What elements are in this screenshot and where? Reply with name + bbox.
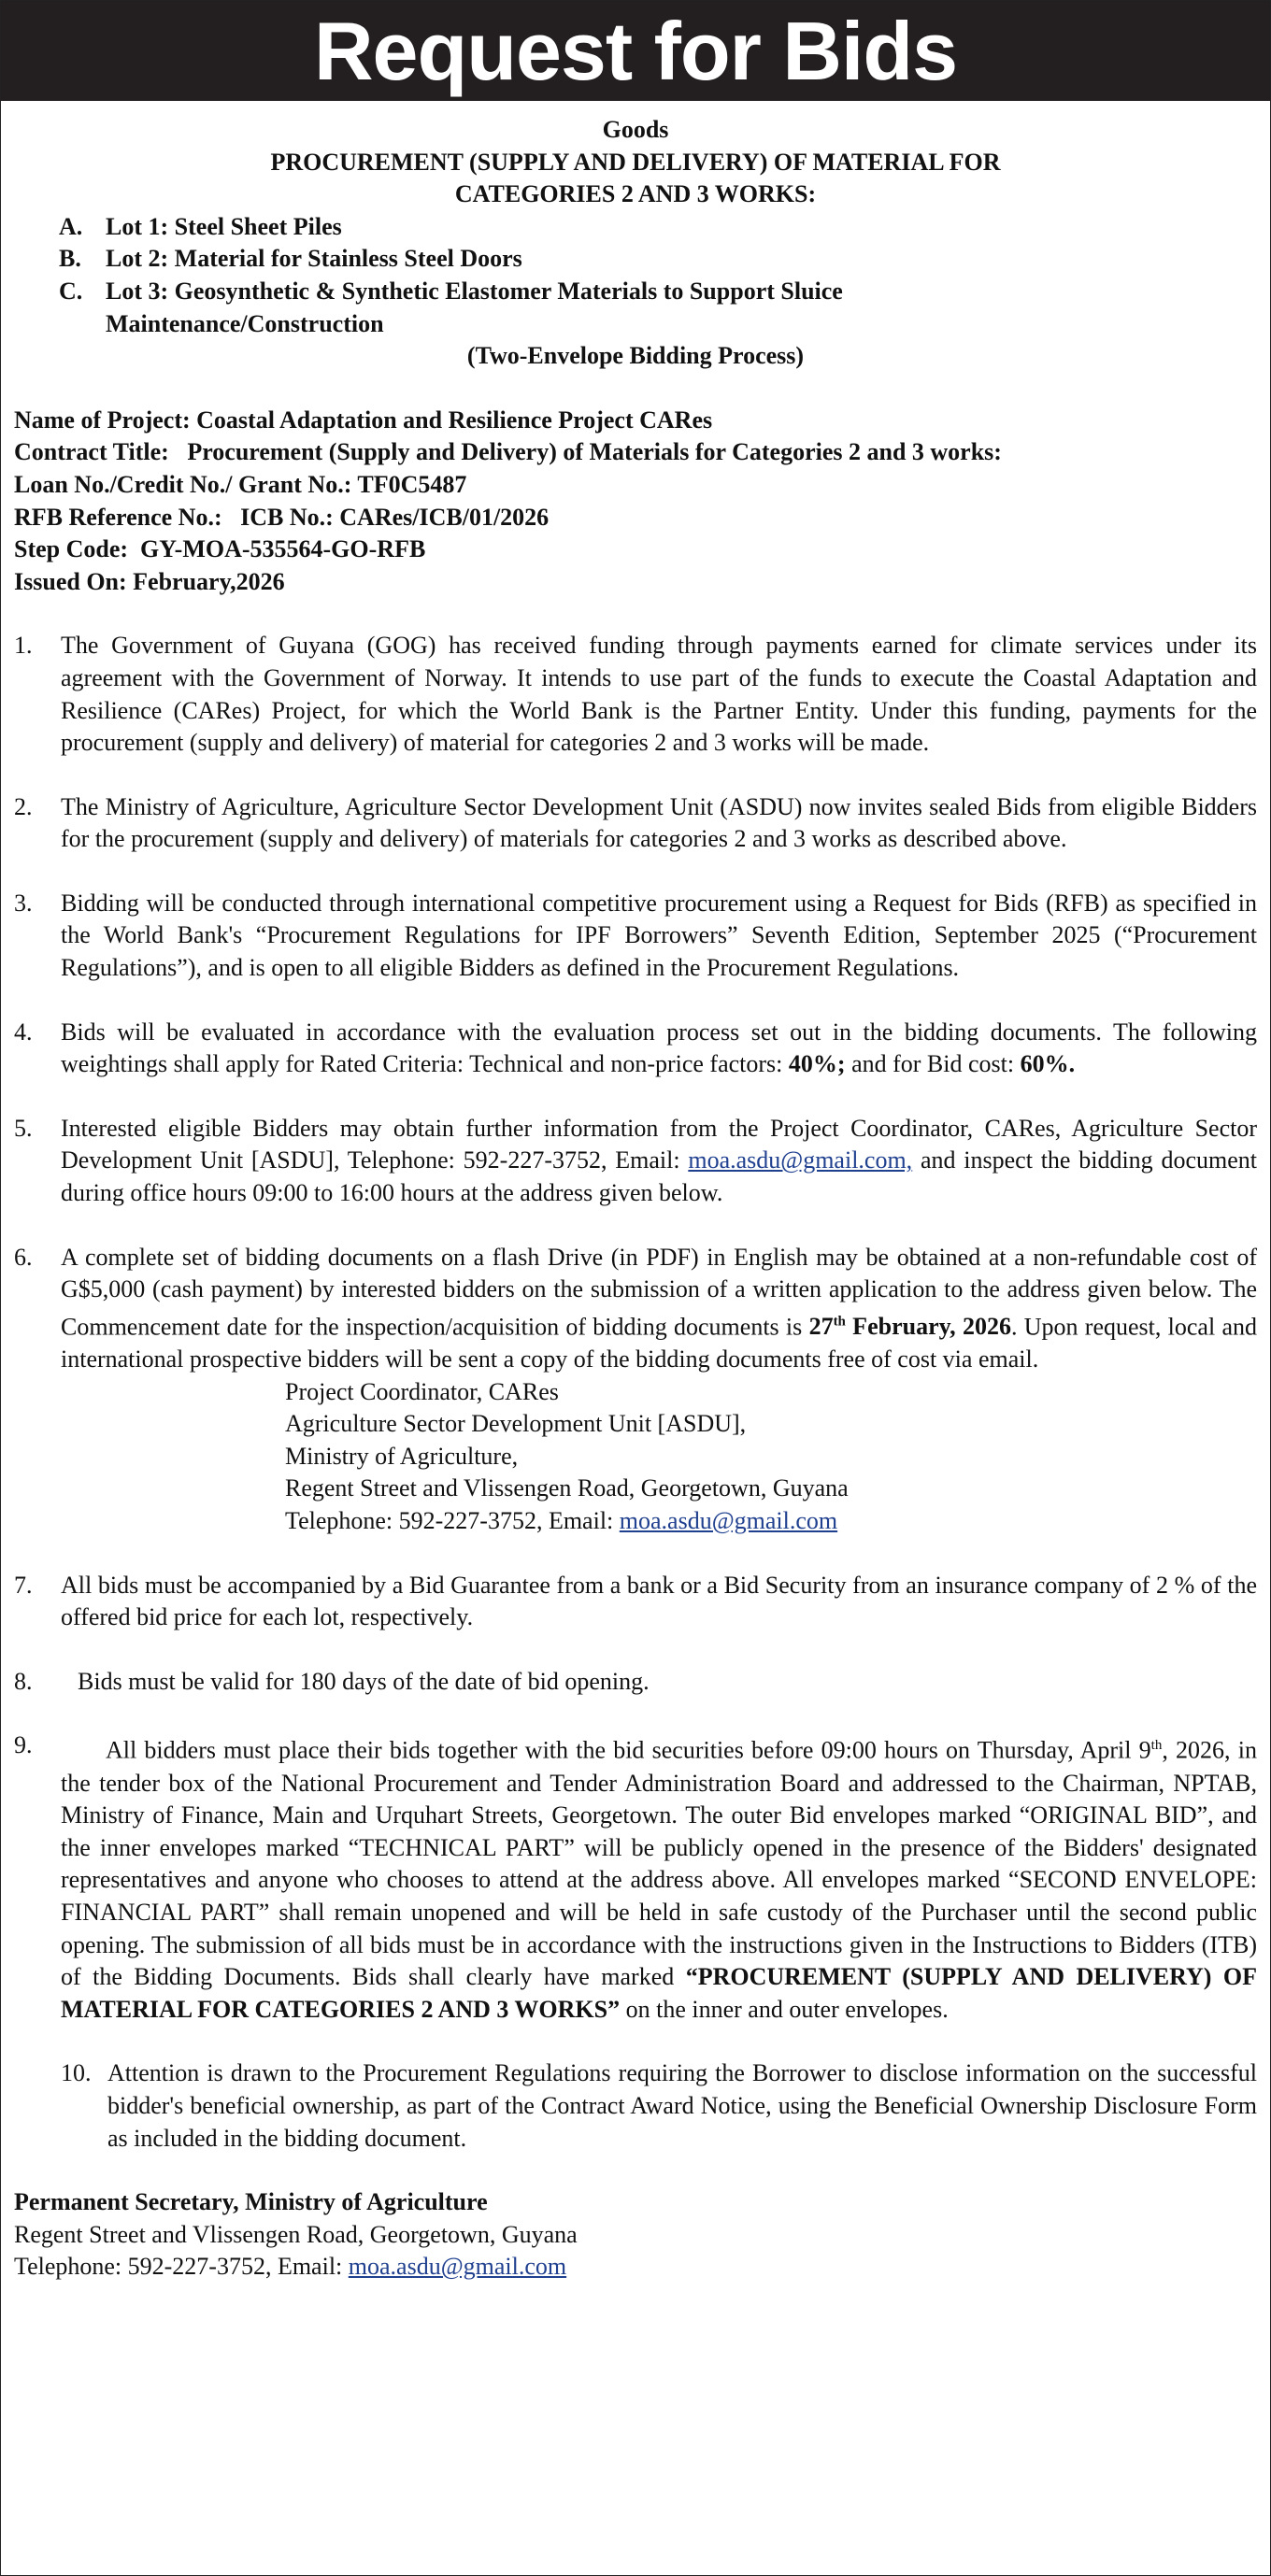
text-run: and inspect the bidding document during office hours 09:00 to 16:00 hours at the address given below. [61,1146,1257,1207]
lot-text: Lot 1: Steel Sheet Piles [106,212,342,240]
paragraph-7 [14,1570,1257,1634]
paragraph-number: 1. [14,632,33,660]
text-run: , 2026, in the tender box of the National Procurement and Tender Administration Board and addressed to the Chairman, NPTAB, Ministry of Finance, Main and Urquhart Streets, Georgetown. The outer Bid envelopes marked “ORIGINAL BID”, and the inner envelopes marked “TECHNICAL PART” will be publicly opened in the presence of the Bidders' designated representatives and anyone who chooses to attend at the address above. All envelopes marked “SECOND ENVELOPE: FINANCIAL PART” shall remain unopened and will be held in safe custody of the Purchaser until the second public opening. The submission of all bids must be in accordance with the instructions given in the Instructions to Bidders (ITB) of the Bidding Documents. Bids shall clearly have marked [61,1737,1257,1991]
notice-body [1,101,1270,2284]
date-day: 27 [808,1313,834,1341]
paragraph-number: 7. [14,1571,33,1599]
lot-letter: B. [59,245,81,273]
paragraph-number: 3. [14,889,33,917]
lot-item [14,211,1257,244]
lot-letter: C. [59,277,83,305]
text-run: . Upon request, local and international prospective bidders will be sent a copy of the bidding documents free of cost via email. [61,1313,1257,1373]
paragraph-10 [14,2057,1257,2155]
paragraph-4 [14,1017,1257,1081]
step-code: Step Code: GY-MOA-535564-GO-RFB [14,535,426,563]
paragraph-number: 8. [14,1667,33,1695]
paragraph-2 [14,791,1257,856]
category-heading: Goods [602,116,669,143]
paragraph-number: 6. [14,1243,33,1271]
rfb-reference: RFB Reference No.: ICB No.: CARes/ICB/01/2026 [14,503,550,531]
lot-item [14,243,1257,276]
date-month-year: February, 2026 [845,1313,1011,1341]
text-run: Interested eligible Bidders may obtain further information from the Project Coordinator, CARes, Agriculture Sector Development Unit [ASDU], Telephone: 592-227-3752, Email: [61,1114,1257,1174]
lot-letter: A. [59,212,83,240]
address-line: Agriculture Sector Development Unit [ASDU], [285,1410,747,1438]
paragraph-text [61,1729,1257,2026]
paragraph-text [61,1017,1257,1081]
procurement-title-line-1: PROCUREMENT (SUPPLY AND DELIVERY) OF MATERIAL FOR [270,148,1001,176]
text-run: Bids will be evaluated in accordance with the evaluation process set out in the bidding documents. The following weightings shall apply for Rated Criteria: Technical and non-price factors: [61,1018,1257,1078]
address-contact [285,1505,1257,1538]
footer-address: Regent Street and Vlissengen Road, Georgetown, Guyana [14,2220,578,2248]
lot-item [14,276,1257,340]
lot-text: Lot 3: Geosynthetic & Synthetic Elastomer Materials to Support Sluice Maintenance/Construction [106,277,843,337]
procurement-title-line-2: CATEGORIES 2 AND 3 WORKS: [454,180,817,208]
issued-date: Issued On: February,2026 [14,567,285,595]
paragraph-text [61,1113,1257,1210]
signatory: Permanent Secretary, Ministry of Agriculture [14,2188,488,2216]
paragraph-1 [14,630,1257,759]
paragraph-text: Attention is drawn to the Procurement Regulations requiring the Borrower to disclose information on the successful bidder's beneficial ownership, as part of the Contract Award Notice, using the Beneficial Ownership Disclosure Form as included in the bidding document. [107,2059,1257,2152]
phone-text: Telephone: 592-227-3752, Email: [14,2253,349,2281]
date-suffix: th [1150,1738,1163,1754]
coordinator-address [61,1376,1257,1538]
address-line: Ministry of Agriculture, [285,1442,519,1470]
project-info [14,405,1257,599]
title-banner [1,1,1270,101]
paragraph-text: Bids must be valid for 180 days of the date of bid opening. [78,1667,650,1695]
text-run: on the inner and outer envelopes. [620,1995,949,2023]
email-link[interactable]: moa.asdu@gmail.com, [688,1146,913,1174]
envelope-marking: “PROCUREMENT (SUPPLY AND DELIVERY) OF MATERIAL FOR CATEGORIES 2 AND 3 WORKS” [61,1963,1257,2023]
paragraph-3 [14,888,1257,985]
lot-text: Lot 2: Material for Stainless Steel Doors [106,245,522,273]
text-run: and for Bid cost: [845,1050,1021,1078]
page-title: Request for Bids [313,5,958,97]
paragraph-number: 5. [14,1114,33,1142]
text-run: A complete set of bidding documents on a flash Drive (in PDF) in English may be obtained at a non-refundable cost of G$5,000 (cash payment) by interested bidders on the submission of a written application to the address given below. The Commencement date for the inspection/acquisition of bidding documents is [61,1243,1257,1341]
date-suffix: th [833,1314,846,1330]
project-name: Name of Project: Coastal Adaptation and Resilience Project CARes [14,406,713,434]
paragraph-number: 9. [14,1731,33,1759]
email-link[interactable]: moa.asdu@gmail.com [348,2253,567,2281]
paragraph-6 [14,1242,1257,1538]
phone-text: Telephone: 592-227-3752, Email: [285,1507,620,1535]
footer-contact [14,2251,1257,2284]
signature-block [14,2186,1257,2284]
technical-weighting: 40%; [788,1050,846,1078]
paragraph-text: The Government of Guyana (GOG) has received funding through payments earned for climate services under its agreement with the Government of Norway. It intends to use part of the funds to execute the Coastal Adaptation and Resilience (CARes) Project, for which the World Bank is the Partner Entity. Under this funding, payments for the procurement (supply and delivery) of material for categories 2 and 3 works will be made. [61,632,1257,757]
loan-number: Loan No./Credit No./ Grant No.: TF0C5487 [14,470,467,498]
contract-title: Contract Title: Procurement (Supply and Delivery) of Materials for Categories 2 and 3 works: [14,438,1002,466]
address-line: Project Coordinator, CARes [285,1377,559,1405]
address-line: Regent Street and Vlissengen Road, Georgetown, Guyana [285,1474,849,1502]
paragraph-8 [14,1666,1257,1699]
paragraph-text [61,1242,1257,1538]
paragraph-number: 2. [14,792,33,820]
paragraph-number: 4. [14,1018,33,1046]
text-run: All bidders must place their bids together with the bid securities before 09:00 hours on Thursday, April 9 [106,1737,1151,1765]
paragraph-number: 10. [61,2059,92,2087]
bidding-process: (Two-Envelope Bidding Process) [466,342,805,370]
lot-list [14,211,1257,340]
cost-weighting: 60%. [1020,1050,1076,1078]
paragraph-text: Bidding will be conducted through international competitive procurement using a Request for Bids (RFB) as specified in the World Bank's “Procurement Regulations for IPF Borrowers” Seventh Edition, September 2025 (“Procurement Regulations”), and is open to all eligible Bidders as defined in the Procurement Regulations. [61,889,1257,982]
paragraph-9 [14,1729,1257,2026]
paragraph-text: The Ministry of Agriculture, Agriculture Sector Development Unit (ASDU) now invites sealed Bids from eligible Bidders for the procurement (supply and delivery) of materials for categories 2 and 3 works as described above. [61,792,1257,853]
email-link[interactable]: moa.asdu@gmail.com [619,1507,838,1535]
paragraph-text: All bids must be accompanied by a Bid Guarantee from a bank or a Bid Security from an insurance company of 2 % of the offered bid price for each lot, respectively. [61,1571,1257,1631]
paragraph-5 [14,1113,1257,1210]
commencement-date [809,1313,1011,1340]
